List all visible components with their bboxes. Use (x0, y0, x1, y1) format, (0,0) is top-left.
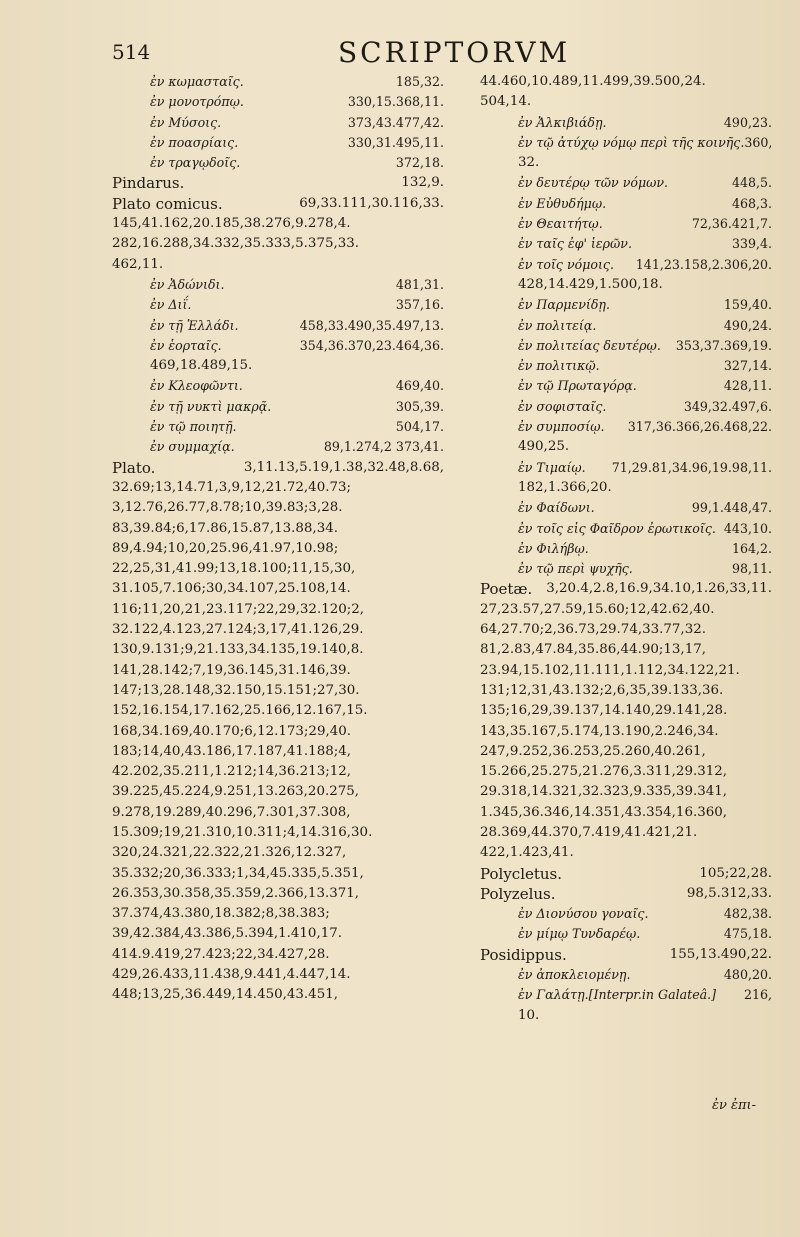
page-references: 372,18. (395, 155, 444, 171)
index-subentry (112, 437, 444, 457)
index-continuation-line: 27,23.57,27.59,15.60;12,42.62,40. (480, 601, 715, 617)
author-name: Plato comicus. (112, 194, 223, 213)
index-continuation-line: 422,1.423,41. (480, 845, 574, 861)
page-references: 3,20.4,2.8,16.9,34.10,1.26,33,11. (546, 581, 772, 597)
index-subentry (480, 234, 772, 254)
index-subentry (480, 924, 772, 944)
page-references: 469,40. (395, 378, 444, 394)
page-references: 216, (743, 987, 772, 1003)
work-title: ἐν σοφισταῖς. (518, 398, 607, 414)
work-title: ἐν τοῖς νόμοις. (518, 256, 614, 272)
page-references: 105;22,28. (699, 865, 772, 881)
index-subentry (112, 316, 444, 336)
index-continuation-line: 15.309;19,21.310,10.311;4,14.316,30. (112, 824, 373, 840)
page-references: 185,32. (395, 74, 444, 89)
index-continuation-line: 490,25. (518, 439, 570, 455)
work-title: ἐν συμμαχίᾳ. (150, 439, 235, 455)
running-head: SCRIPTORVM (338, 36, 571, 69)
index-continuation-line: 28.369,44.370,7.419,41.421,21. (480, 824, 698, 840)
index-continuation-line: 15.266,25.275,21.276,3.311,29.312, (480, 764, 728, 780)
work-title: ἐν Γαλάτῃ.[Interpr.in Galateâ.] (518, 987, 717, 1003)
index-continuation-line: 168,34.169,40.170;6,12.173;29,40. (112, 723, 352, 739)
work-title: ἐν τραγῳδοῖς. (150, 155, 241, 171)
page-references: 305,39. (395, 398, 444, 414)
index-continuation-line: 429,26.433,11.438,9.441,4.447,14. (112, 967, 351, 983)
work-title: ἐν ποασρίαις. (150, 134, 239, 150)
index-continuation-line: 504,14. (480, 94, 532, 110)
work-title: ἐν μίμῳ Τυνδαρέῳ. (518, 926, 641, 942)
index-continuation-line: 35.332;20,36.333;1,34,45.335,5.351, (112, 865, 364, 881)
work-title: ἐν Μύσοις. (150, 114, 222, 130)
page-references: 458,33.490,35.497,13. (299, 317, 444, 333)
work-title: ἐν τῷ Πρωταγόρᾳ. (518, 378, 637, 394)
index-continuation-line: 32.69;13,14.71,3,9,12,21.72,40.73; (112, 479, 352, 495)
page-references: 71,29.81,34.96,19.98,11. (611, 459, 772, 475)
index-subentry (112, 113, 444, 133)
index-continuation-line: 3,12.76,26.77,8.78;10,39.83;3,28. (112, 500, 343, 516)
index-continuation-line: 247,9.252,36.253,25.260,40.261, (480, 743, 706, 759)
page-references: 443,10. (723, 520, 772, 536)
index-entry (480, 945, 772, 965)
index-continuation-line: 143,35.167,5.174,13.190,2.246,34. (480, 723, 719, 739)
index-subentry (480, 376, 772, 396)
index-continuation-line: 10. (518, 1007, 540, 1023)
work-title: ἐν ἑορταῖς. (150, 337, 222, 353)
page-references: 428,11. (723, 378, 772, 394)
page-references: 89,1.274,2 373,41. (323, 439, 444, 455)
page-references: 480,20. (723, 967, 772, 983)
page-references: 72,36.421,7. (691, 216, 772, 232)
index-continuation-line: 448;13,25,36.449,14.450,43.451, (112, 987, 338, 1003)
index-entry (112, 194, 444, 214)
index-continuation-line: 23.94,15.102,11.111,1.112,34.122,21. (480, 662, 740, 678)
author-name: Poetæ. (480, 580, 533, 599)
index-subentry (112, 397, 444, 417)
work-title: ἐν ἀποκλειομένῃ. (518, 967, 631, 983)
page-references: 360, (744, 134, 772, 150)
page-references: 357,16. (395, 297, 444, 313)
index-continuation-line: 414.9.419,27.423;22,34.427,28. (112, 946, 330, 962)
page-references: 327,14. (723, 358, 772, 374)
work-title: ἐν Ἀδώνιδι. (150, 276, 225, 292)
work-title: ἐν τοῖς εἰς Φαῖδρον ἐρωτικοῖς. (518, 520, 716, 536)
index-subentry (112, 92, 444, 112)
work-title: ἐν δευτέρῳ τῶν νόμων. (518, 175, 669, 191)
index-subentry (112, 417, 444, 437)
index-continuation-line: 135;16,29,39.137,14.140,29.141,28. (480, 703, 728, 719)
author-name: Plato. (112, 458, 156, 477)
work-title: ἐν τῇ νυκτὶ μακρᾷ. (150, 398, 272, 414)
index-entry (480, 864, 772, 884)
author-name: Pindarus. (112, 174, 185, 193)
page-number: 514 (112, 40, 151, 64)
index-entry (112, 173, 444, 193)
work-title: ἐν πολιτείᾳ. (518, 317, 597, 333)
work-title: ἐν Διονύσου γοναῖς. (518, 906, 649, 922)
index-continuation-line: 26.353,30.358,35.359,2.366,13.371, (112, 885, 360, 901)
page-references: 353,37.369,19. (675, 337, 772, 353)
index-continuation-line: 83,39.84;6,17.86,15.87,13.88,34. (112, 520, 338, 536)
index-subentry (112, 153, 444, 173)
index-continuation-line: 39,42.384,43.386,5.394,1.410,17. (112, 926, 342, 942)
page-references: 481,31. (395, 276, 444, 292)
work-title: ἐν συμποσίῳ. (518, 419, 605, 435)
page-references: 98,5.312,33. (686, 885, 772, 901)
index-entry (112, 458, 444, 478)
index-continuation-line: 31.105,7.106;30,34.107,25.108,14. (112, 581, 351, 597)
page-header (0, 36, 800, 72)
work-title: ἐν τῷ ἀτύχῳ νόμῳ περὶ τῆς κοινῆς. (518, 134, 745, 150)
index-subentry (480, 519, 772, 539)
page-references: 330,31.495,11. (347, 134, 444, 150)
page-references: 504,17. (395, 419, 444, 435)
page-references: 155,13.490,22. (669, 946, 772, 962)
author-name: Posidippus. (480, 945, 567, 964)
page-references: 349,32.497,6. (683, 398, 772, 414)
index-subentry (480, 133, 772, 153)
index-entry (480, 579, 772, 599)
index-entry (480, 884, 772, 904)
index-subentry (480, 498, 772, 518)
page-references: 69,33.111,30.116,33. (299, 195, 444, 211)
index-column-left (112, 72, 444, 1006)
index-subentry (480, 255, 772, 275)
index-continuation-line: 131;12,31,43.132;2,6,35,39.133,36. (480, 682, 724, 698)
page-references: 132,9. (401, 175, 444, 191)
index-subentry (112, 72, 444, 92)
index-continuation-line: 320,24.321,22.322,21.326,12.327, (112, 845, 347, 861)
index-subentry (112, 376, 444, 396)
page-references: 330,15.368,11. (347, 94, 444, 110)
index-continuation-line: 89,4.94;10,20,25.96,41.97,10.98; (112, 540, 339, 556)
index-subentry (480, 904, 772, 924)
work-title: ἐν Διΐ. (150, 297, 192, 313)
index-continuation-line: 428,14.429,1.500,18. (518, 276, 663, 292)
index-continuation-line: 29.318,14.321,32.323,9.335,39.341, (480, 784, 728, 800)
index-subentry (480, 194, 772, 214)
index-subentry (480, 214, 772, 234)
page-references: 490,24. (723, 317, 772, 333)
index-continuation-line: 282,16.288,34.332,35.333,5.375,33. (112, 236, 360, 252)
index-continuation-line: 39.225,45.224,9.251,13.263,20.275, (112, 784, 360, 800)
index-subentry (480, 397, 772, 417)
page-references: 448,5. (731, 175, 772, 191)
index-continuation-line: 1.345,36.346,14.351,43.354,16.360, (480, 804, 728, 820)
index-subentry (480, 336, 772, 356)
index-subentry (480, 965, 772, 985)
index-continuation-line: 32.122,4.123,27.124;3,17,41.126,29. (112, 622, 364, 638)
work-title: ἐν τῇ Ἑλλάδι. (150, 317, 239, 333)
index-continuation-line: 130,9.131;9,21.133,34.135,19.140,8. (112, 642, 364, 658)
work-title: ἐν ταῖς ἐφ' ἱερῶν. (518, 236, 632, 252)
catchword: ἐν ἐπι- (712, 1098, 757, 1113)
index-continuation-line: 469,18.489,15. (150, 358, 253, 374)
page-references: 317,36.366,26.468,22. (627, 419, 772, 435)
page-references: 475,18. (723, 926, 772, 942)
index-subentry (480, 295, 772, 315)
index-continuation-line: 183;14,40,43.186,17.187,41.188;4, (112, 743, 352, 759)
index-continuation-line: 116;11,20,21,23.117;22,29,32.120;2, (112, 601, 365, 617)
page-references: 164,2. (731, 540, 772, 556)
index-continuation-line: 9.278,19.289,40.296,7.301,37.308, (112, 804, 351, 820)
index-subentry (480, 539, 772, 559)
index-continuation-line: 22,25,31,41.99;13,18.100;11,15,30, (112, 561, 356, 577)
work-title: ἐν Εὐθυδήμῳ. (518, 195, 607, 211)
index-continuation-line: 141,28.142;7,19,36.145,31.146,39. (112, 662, 351, 678)
page-references: 339,4. (731, 236, 772, 252)
index-column-right (480, 72, 772, 1026)
work-title: ἐν μονοτρόπῳ. (150, 94, 244, 110)
work-title: ἐν Τιμαίῳ. (518, 459, 586, 475)
page-references: 354,36.370,23.464,36. (299, 337, 444, 353)
page-references: 159,40. (723, 297, 772, 313)
work-title: ἐν Θεαιτήτῳ. (518, 216, 603, 232)
index-continuation-line: 32. (518, 155, 540, 171)
index-continuation-line: 182,1.366,20. (518, 479, 612, 495)
index-continuation-line: 145,41.162,20.185,38.276,9.278,4. (112, 216, 351, 232)
index-subentry (112, 336, 444, 356)
work-title: ἐν πολιτείας δευτέρῳ. (518, 337, 661, 353)
work-title: ἐν πολιτικῷ. (518, 358, 600, 374)
work-title: ἐν τῷ περὶ ψυχῆς. (518, 561, 633, 577)
page-references: 141,23.158,2.306,20. (635, 256, 772, 272)
work-title: ἐν Παρμενίδῃ. (518, 297, 610, 313)
author-name: Polyzelus. (480, 884, 556, 903)
index-subentry (480, 316, 772, 336)
index-continuation-line: 81,2.83,47.84,35.86,44.90;13,17, (480, 642, 706, 658)
index-subentry (480, 356, 772, 376)
index-subentry (112, 295, 444, 315)
index-continuation-line: 152,16.154,17.162,25.166,12.167,15. (112, 703, 368, 719)
page-references: 99,1.448,47. (691, 500, 772, 516)
page-references: 490,23. (723, 114, 772, 130)
index-subentry (480, 417, 772, 437)
work-title: ἐν τῷ ποιητῇ. (150, 419, 237, 435)
page-references: 98,11. (731, 561, 772, 577)
index-continuation-line: 37.374,43.380,18.382;8,38.383; (112, 906, 330, 922)
index-subentry (480, 173, 772, 193)
work-title: ἐν Ἀλκιβιάδῃ. (518, 114, 607, 130)
index-continuation-line: 42.202,35.211,1.212;14,36.213;12, (112, 764, 352, 780)
work-title: ἐν κωμασταῖς. (150, 74, 244, 89)
page-references: 373,43.477,42. (347, 114, 444, 130)
page-references: 3,11.13,5.19,1.38,32.48,8.68, (243, 459, 444, 475)
page-references: 482,38. (723, 906, 772, 922)
index-continuation-line: 44.460,10.489,11.499,39.500,24. (480, 74, 706, 89)
index-continuation-line: 64,27.70;2,36.73,29.74,33.77,32. (480, 622, 706, 638)
index-subentry (112, 133, 444, 153)
author-name: Polycletus. (480, 864, 563, 883)
page-references: 468,3. (731, 195, 772, 211)
index-subentry (480, 559, 772, 579)
index-subentry (480, 113, 772, 133)
index-subentry (480, 458, 772, 478)
index-subentry (112, 275, 444, 295)
index-continuation-line: 147;13,28.148,32.150,15.151;27,30. (112, 682, 360, 698)
index-continuation-line: 462,11. (112, 256, 164, 272)
work-title: ἐν Φαίδωνι. (518, 500, 595, 516)
index-subentry (480, 985, 772, 1005)
work-title: ἐν Κλεοφῶντι. (150, 378, 243, 394)
work-title: ἐν Φιλήβῳ. (518, 540, 589, 556)
